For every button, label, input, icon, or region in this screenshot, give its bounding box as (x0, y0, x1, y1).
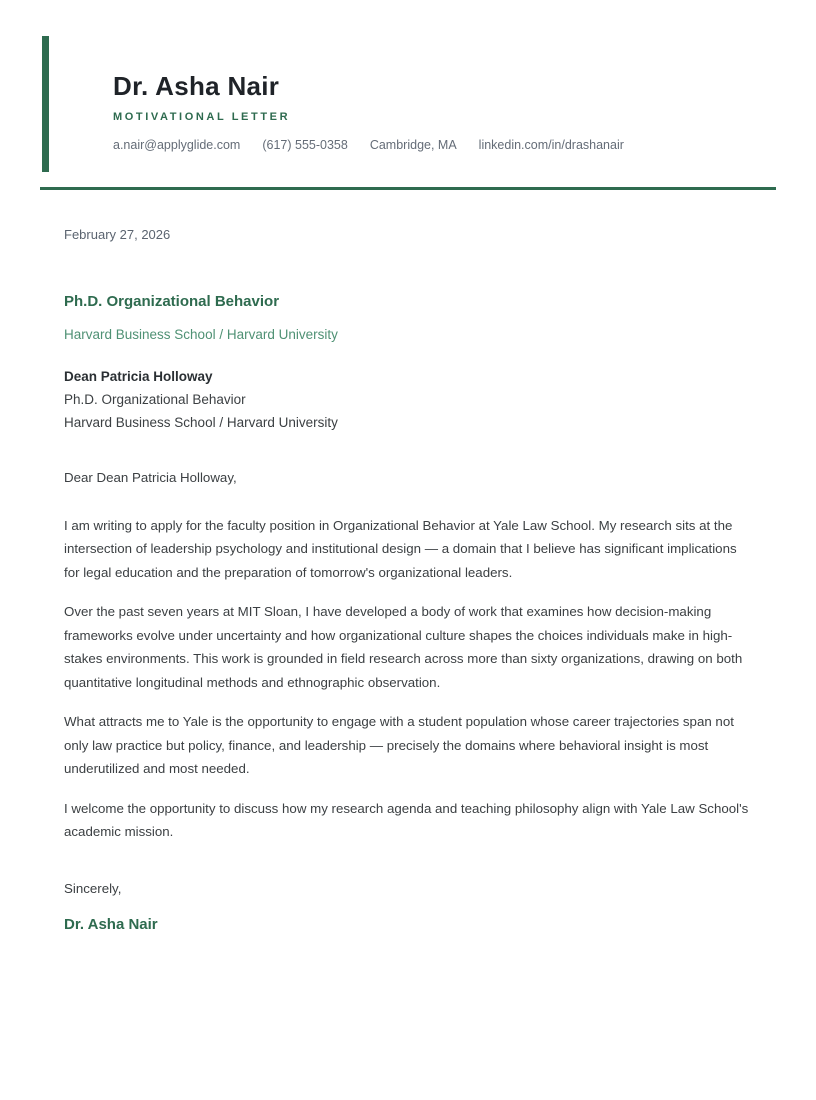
letter-date: February 27, 2026 (64, 226, 171, 242)
paragraph-4: I welcome the opportunity to discuss how my research agenda and teaching philosophy align with Yale Law School's academic mission. (64, 800, 749, 840)
closing: Sincerely, (64, 880, 122, 896)
signature-name: Dr. Asha Nair (64, 916, 158, 934)
recipient-role: Ph.D. Organizational Behavior (64, 392, 246, 408)
contact-row (113, 138, 776, 152)
position-institution: Harvard Business School / Harvard University (64, 326, 338, 342)
document-type-label: MOTIVATIONAL LETTER (113, 110, 291, 123)
salutation: Dear Dean Patricia Holloway, (64, 470, 237, 486)
contact-location: Cambridge, MA (369, 137, 457, 152)
paragraph-3: What attracts me to Yale is the opportunity to engage with a student population whose career trajectories span not only law practice but policy, finance, and leadership — precisely the domains where behavioral insight is most underutilized and most needed. (64, 714, 734, 777)
contact-linkedin: linkedin.com/in/drashanair (478, 137, 624, 152)
position-title: Ph.D. Organizational Behavior (64, 293, 280, 311)
header-divider (40, 187, 776, 190)
paragraph-1: I am writing to apply for the faculty position in Organizational Behavior at Yale Law School. My research sits at the intersection of leadership psychology and institutional design — a domain that I believe has significant implications for legal education and the preparation of tomorrow's organizational leaders. (64, 517, 737, 580)
header-accent-bar (42, 36, 49, 172)
letter-header (0, 0, 816, 152)
recipient-name: Dean Patricia Holloway (64, 369, 213, 385)
author-name: Dr. Asha Nair (113, 71, 280, 101)
letter-paragraphs (64, 514, 750, 844)
letter-body (0, 223, 816, 937)
paragraph-2: Over the past seven years at MIT Sloan, I have developed a body of work that examines how decision-making frameworks evolve under uncertainty and how organizational culture shapes the choices individuals make in high-stakes environments. This work is grounded in field research across more than sixty organizations, drawing on both quantitative longitudinal methods and ethnographic observation. (64, 604, 743, 690)
recipient-institution: Harvard Business School / Harvard University (64, 415, 338, 431)
contact-phone: (617) 555-0358 (262, 137, 348, 152)
contact-email: a.nair@applyglide.com (113, 137, 241, 152)
recipient-block (64, 365, 750, 434)
